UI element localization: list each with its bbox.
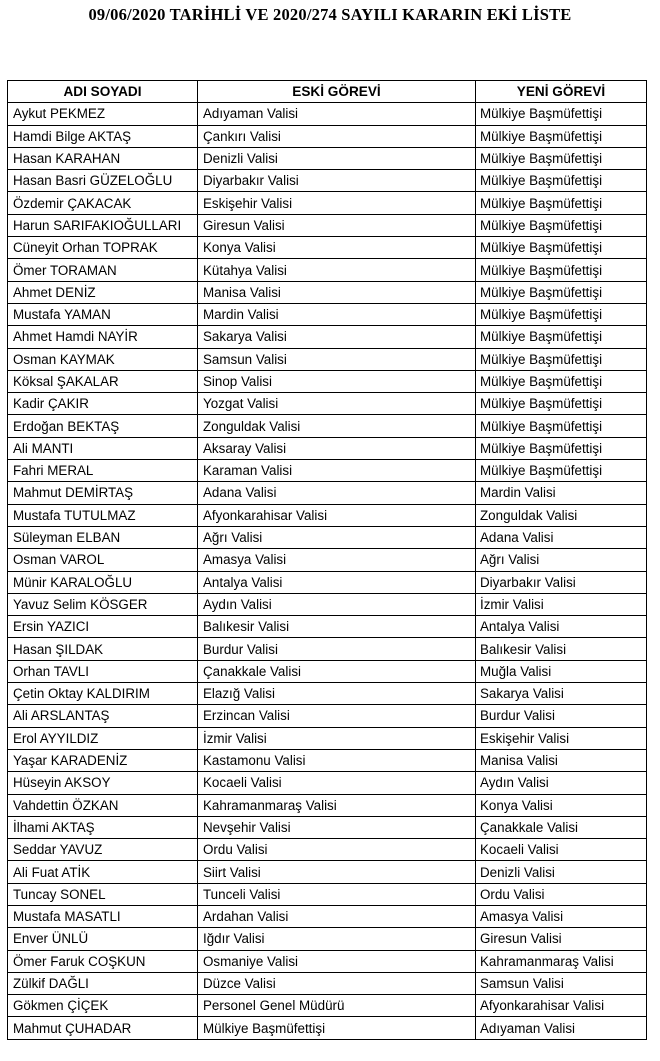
name-cell: Çetin Oktay KALDIRIM — [8, 683, 198, 705]
new-position-cell: Amasya Valisi — [476, 905, 647, 927]
name-cell: Erol AYYILDIZ — [8, 727, 198, 749]
new-position-cell: Burdur Valisi — [476, 705, 647, 727]
old-position-cell: Denizli Valisi — [198, 147, 476, 169]
table-row — [8, 660, 647, 682]
name-cell: Ali Fuat ATİK — [8, 861, 198, 883]
name-cell: Ali ARSLANTAŞ — [8, 705, 198, 727]
name-cell: Ali MANTI — [8, 437, 198, 459]
new-position-cell: Manisa Valisi — [476, 749, 647, 771]
old-position-cell: Giresun Valisi — [198, 214, 476, 236]
table-row — [8, 772, 647, 794]
name-cell: Hamdi Bilge AKTAŞ — [8, 125, 198, 147]
table-row — [8, 616, 647, 638]
table-row — [8, 905, 647, 927]
old-position-cell: Nevşehir Valisi — [198, 816, 476, 838]
new-position-cell: Balıkesir Valisi — [476, 638, 647, 660]
document-title: 09/06/2020 TARİHLİ VE 2020/274 SAYILI KARARIN EKİ LİSTE — [88, 5, 572, 24]
old-position-cell: Aksaray Valisi — [198, 437, 476, 459]
new-position-cell: Sakarya Valisi — [476, 683, 647, 705]
new-position-cell: Diyarbakır Valisi — [476, 571, 647, 593]
new-position-cell: Mülkiye Başmüfettişi — [476, 326, 647, 348]
old-position-cell: Osmaniye Valisi — [198, 950, 476, 972]
table-row — [8, 683, 647, 705]
name-cell: Ersin YAZICI — [8, 616, 198, 638]
table-row — [8, 237, 647, 259]
table-row — [8, 995, 647, 1017]
new-position-cell: Zonguldak Valisi — [476, 504, 647, 526]
table-row — [8, 839, 647, 861]
name-cell: Seddar YAVUZ — [8, 839, 198, 861]
name-cell: Orhan TAVLI — [8, 660, 198, 682]
new-position-cell: Mülkiye Başmüfettişi — [476, 393, 647, 415]
new-position-cell: Mülkiye Başmüfettişi — [476, 125, 647, 147]
new-position-cell: Giresun Valisi — [476, 928, 647, 950]
name-cell: Zülkif DAĞLI — [8, 972, 198, 994]
table-row — [8, 705, 647, 727]
new-position-cell: Mülkiye Başmüfettişi — [476, 259, 647, 281]
old-position-cell: Ardahan Valisi — [198, 905, 476, 927]
old-position-cell: Antalya Valisi — [198, 571, 476, 593]
old-position-cell: Burdur Valisi — [198, 638, 476, 660]
table-row — [8, 281, 647, 303]
new-position-cell: Mülkiye Başmüfettişi — [476, 303, 647, 325]
table-row — [8, 727, 647, 749]
old-position-cell: Diyarbakır Valisi — [198, 170, 476, 192]
header-row — [8, 81, 647, 103]
name-cell: Hüseyin AKSOY — [8, 772, 198, 794]
old-position-cell: Mardin Valisi — [198, 303, 476, 325]
old-position-cell: Afyonkarahisar Valisi — [198, 504, 476, 526]
old-position-cell: Karaman Valisi — [198, 460, 476, 482]
table-row — [8, 125, 647, 147]
new-position-cell: Adıyaman Valisi — [476, 1017, 647, 1039]
table-row — [8, 816, 647, 838]
table-row — [8, 883, 647, 905]
name-cell: Mahmut ÇUHADAR — [8, 1017, 198, 1039]
old-position-cell: Balıkesir Valisi — [198, 616, 476, 638]
new-position-cell: Konya Valisi — [476, 794, 647, 816]
new-position-cell: Mardin Valisi — [476, 482, 647, 504]
table-header — [8, 81, 647, 103]
old-position-cell: Konya Valisi — [198, 237, 476, 259]
table-row — [8, 861, 647, 883]
name-cell: Hasan KARAHAN — [8, 147, 198, 169]
name-cell: Ömer Faruk COŞKUN — [8, 950, 198, 972]
new-position-cell: Mülkiye Başmüfettişi — [476, 460, 647, 482]
new-position-cell: Eskişehir Valisi — [476, 727, 647, 749]
new-position-cell: Çanakkale Valisi — [476, 816, 647, 838]
name-cell: İlhami AKTAŞ — [8, 816, 198, 838]
name-cell: Mustafa MASATLI — [8, 905, 198, 927]
table-row — [8, 437, 647, 459]
name-cell: Kadir ÇAKIR — [8, 393, 198, 415]
name-cell: Aykut PEKMEZ — [8, 103, 198, 125]
old-position-cell: Adana Valisi — [198, 482, 476, 504]
table-row — [8, 192, 647, 214]
new-position-cell: Mülkiye Başmüfettişi — [476, 192, 647, 214]
name-cell: Mahmut DEMİRTAŞ — [8, 482, 198, 504]
name-cell: Osman KAYMAK — [8, 348, 198, 370]
old-position-cell: Eskişehir Valisi — [198, 192, 476, 214]
table-row — [8, 526, 647, 548]
new-position-cell: Mülkiye Başmüfettişi — [476, 214, 647, 236]
table-row — [8, 928, 647, 950]
name-cell: Mustafa YAMAN — [8, 303, 198, 325]
old-position-cell: Amasya Valisi — [198, 549, 476, 571]
name-cell: Ahmet Hamdi NAYİR — [8, 326, 198, 348]
new-position-cell: Afyonkarahisar Valisi — [476, 995, 647, 1017]
old-position-cell: Düzce Valisi — [198, 972, 476, 994]
table-row — [8, 415, 647, 437]
new-position-cell: Kahramanmaraş Valisi — [476, 950, 647, 972]
table-row — [8, 1017, 647, 1039]
header-new-position: YENİ GÖREVİ — [476, 81, 647, 103]
old-position-cell: Kütahya Valisi — [198, 259, 476, 281]
old-position-cell: Erzincan Valisi — [198, 705, 476, 727]
name-cell: Tuncay SONEL — [8, 883, 198, 905]
name-cell: Köksal ŞAKALAR — [8, 370, 198, 392]
old-position-cell: Mülkiye Başmüfettişi — [198, 1017, 476, 1039]
old-position-cell: Sinop Valisi — [198, 370, 476, 392]
name-cell: Erdoğan BEKTAŞ — [8, 415, 198, 437]
new-position-cell: Mülkiye Başmüfettişi — [476, 437, 647, 459]
old-position-cell: Sakarya Valisi — [198, 326, 476, 348]
table-row — [8, 393, 647, 415]
name-cell: Hasan Basri GÜZELOĞLU — [8, 170, 198, 192]
new-position-cell: Adana Valisi — [476, 526, 647, 548]
new-position-cell: Aydın Valisi — [476, 772, 647, 794]
new-position-cell: Samsun Valisi — [476, 972, 647, 994]
table-row — [8, 950, 647, 972]
header-name: ADI SOYADI — [8, 81, 198, 103]
name-cell: Harun SARIFAKIOĞULLARI — [8, 214, 198, 236]
old-position-cell: İzmir Valisi — [198, 727, 476, 749]
new-position-cell: Ağrı Valisi — [476, 549, 647, 571]
old-position-cell: Ordu Valisi — [198, 839, 476, 861]
table-row — [8, 593, 647, 615]
table-row — [8, 504, 647, 526]
name-cell: Enver ÜNLÜ — [8, 928, 198, 950]
old-position-cell: Çanakkale Valisi — [198, 660, 476, 682]
old-position-cell: Ağrı Valisi — [198, 526, 476, 548]
table-row — [8, 348, 647, 370]
table-row — [8, 259, 647, 281]
header-old-position: ESKİ GÖREVİ — [198, 81, 476, 103]
name-cell: Yaşar KARADENİZ — [8, 749, 198, 771]
table-row — [8, 482, 647, 504]
old-position-cell: Zonguldak Valisi — [198, 415, 476, 437]
new-position-cell: Ordu Valisi — [476, 883, 647, 905]
old-position-cell: Kastamonu Valisi — [198, 749, 476, 771]
table-row — [8, 370, 647, 392]
old-position-cell: Elazığ Valisi — [198, 683, 476, 705]
new-position-cell: İzmir Valisi — [476, 593, 647, 615]
old-position-cell: Siirt Valisi — [198, 861, 476, 883]
new-position-cell: Mülkiye Başmüfettişi — [476, 147, 647, 169]
name-cell: Mustafa TUTULMAZ — [8, 504, 198, 526]
table-row — [8, 571, 647, 593]
name-cell: Ahmet DENİZ — [8, 281, 198, 303]
name-cell: Vahdettin ÖZKAN — [8, 794, 198, 816]
new-position-cell: Mülkiye Başmüfettişi — [476, 281, 647, 303]
new-position-cell: Mülkiye Başmüfettişi — [476, 170, 647, 192]
table-row — [8, 972, 647, 994]
old-position-cell: Iğdır Valisi — [198, 928, 476, 950]
old-position-cell: Kahramanmaraş Valisi — [198, 794, 476, 816]
table-row — [8, 749, 647, 771]
new-position-cell: Mülkiye Başmüfettişi — [476, 103, 647, 125]
table-body — [8, 103, 647, 1039]
new-position-cell: Denizli Valisi — [476, 861, 647, 883]
new-position-cell: Mülkiye Başmüfettişi — [476, 415, 647, 437]
old-position-cell: Yozgat Valisi — [198, 393, 476, 415]
old-position-cell: Tunceli Valisi — [198, 883, 476, 905]
old-position-cell: Manisa Valisi — [198, 281, 476, 303]
old-position-cell: Adıyaman Valisi — [198, 103, 476, 125]
name-cell: Yavuz Selim KÖSGER — [8, 593, 198, 615]
name-cell: Ömer TORAMAN — [8, 259, 198, 281]
table-row — [8, 214, 647, 236]
name-cell: Gökmen ÇİÇEK — [8, 995, 198, 1017]
new-position-cell: Mülkiye Başmüfettişi — [476, 237, 647, 259]
name-cell: Osman VAROL — [8, 549, 198, 571]
name-cell: Fahri MERAL — [8, 460, 198, 482]
appointment-table — [7, 80, 647, 1040]
new-position-cell: Muğla Valisi — [476, 660, 647, 682]
table-row — [8, 170, 647, 192]
new-position-cell: Mülkiye Başmüfettişi — [476, 370, 647, 392]
name-cell: Hasan ŞILDAK — [8, 638, 198, 660]
old-position-cell: Çankırı Valisi — [198, 125, 476, 147]
table-row — [8, 103, 647, 125]
name-cell: Cüneyit Orhan TOPRAK — [8, 237, 198, 259]
table-row — [8, 326, 647, 348]
table-row — [8, 147, 647, 169]
name-cell: Süleyman ELBAN — [8, 526, 198, 548]
new-position-cell: Mülkiye Başmüfettişi — [476, 348, 647, 370]
new-position-cell: Kocaeli Valisi — [476, 839, 647, 861]
table-row — [8, 303, 647, 325]
old-position-cell: Personel Genel Müdürü — [198, 995, 476, 1017]
table-row — [8, 794, 647, 816]
new-position-cell: Antalya Valisi — [476, 616, 647, 638]
name-cell: Münir KARALOĞLU — [8, 571, 198, 593]
table-row — [8, 460, 647, 482]
old-position-cell: Aydın Valisi — [198, 593, 476, 615]
table-row — [8, 549, 647, 571]
name-cell: Özdemir ÇAKACAK — [8, 192, 198, 214]
old-position-cell: Samsun Valisi — [198, 348, 476, 370]
old-position-cell: Kocaeli Valisi — [198, 772, 476, 794]
table-row — [8, 638, 647, 660]
